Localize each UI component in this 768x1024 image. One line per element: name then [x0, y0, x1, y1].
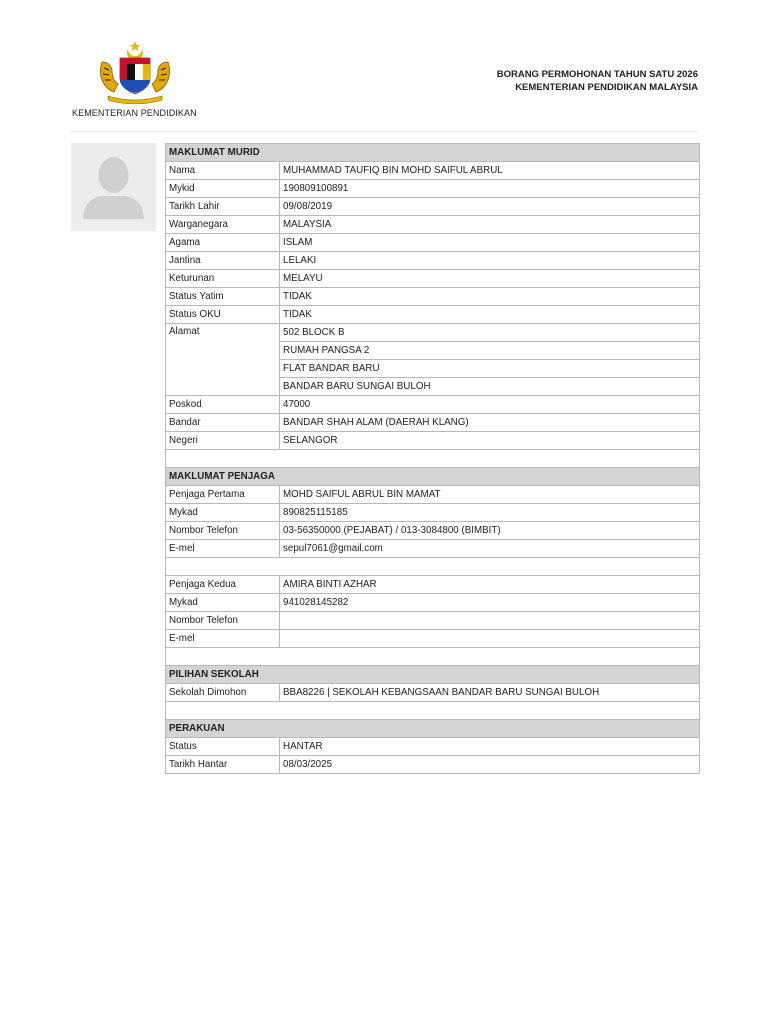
field-label: Nombor Telefon [166, 522, 280, 540]
section-title: MAKLUMAT MURID [166, 144, 700, 162]
spacer-cell [166, 702, 700, 720]
section-title: MAKLUMAT PENJAGA [166, 468, 700, 486]
table-row [166, 756, 700, 774]
table-row [166, 504, 700, 522]
address-line: BANDAR BARU SUNGAI BULOH [280, 378, 700, 396]
title-line-2: KEMENTERIAN PENDIDIKAN MALAYSIA [515, 82, 698, 93]
table-row [166, 288, 700, 306]
header-divider [70, 131, 698, 132]
spacer-cell [166, 648, 700, 666]
field-value: MUHAMMAD TAUFIQ BIN MOHD SAIFUL ABRUL [280, 162, 700, 180]
table-row [166, 270, 700, 288]
field-label: Penjaga Kedua [166, 576, 280, 594]
field-label: Keturunan [166, 270, 280, 288]
coat-of-arms-icon [96, 40, 174, 104]
field-value: ISLAM [280, 234, 700, 252]
field-value: sepul7061@gmail.com [280, 540, 700, 558]
section-header-perakuan [166, 720, 700, 738]
field-value: SELANGOR [280, 432, 700, 450]
field-value: AMIRA BINTI AZHAR [280, 576, 700, 594]
field-label: Mykad [166, 504, 280, 522]
section-title: PILIHAN SEKOLAH [166, 666, 700, 684]
table-row [166, 162, 700, 180]
title-line-1: BORANG PERMOHONAN TAHUN SATU 2026 [496, 69, 698, 80]
field-label: Jantina [166, 252, 280, 270]
table-row [166, 630, 700, 648]
field-label: Mykid [166, 180, 280, 198]
field-label: Nama [166, 162, 280, 180]
field-label: Nombor Telefon [166, 612, 280, 630]
table-row [166, 306, 700, 324]
section-header-murid [166, 144, 700, 162]
field-value: 03-56350000 (PEJABAT) / 013-3084800 (BIMBIT) [280, 522, 700, 540]
field-value: MELAYU [280, 270, 700, 288]
table-row [166, 612, 700, 630]
spacer-row [166, 558, 700, 576]
field-value: 890825115185 [280, 504, 700, 522]
field-value: LELAKI [280, 252, 700, 270]
table-row [166, 576, 700, 594]
field-label: Poskod [166, 396, 280, 414]
field-label: Warganegara [166, 216, 280, 234]
spacer-row [166, 450, 700, 468]
table-row [166, 684, 700, 702]
table-row [166, 738, 700, 756]
student-photo [71, 143, 156, 231]
field-value: BANDAR SHAH ALAM (DAERAH KLANG) [280, 414, 700, 432]
spacer-row [166, 702, 700, 720]
section-header-penjaga [166, 468, 700, 486]
table-row [166, 324, 700, 342]
table-row [166, 594, 700, 612]
table-row [166, 540, 700, 558]
table-row [166, 396, 700, 414]
table-row [166, 432, 700, 450]
field-value: 08/03/2025 [280, 756, 700, 774]
table-row [166, 414, 700, 432]
table-row [166, 198, 700, 216]
field-label: Negeri [166, 432, 280, 450]
logo-text: KEMENTERIAN PENDIDIKAN [72, 108, 197, 118]
address-line: FLAT BANDAR BARU [280, 360, 700, 378]
field-label: E-mel [166, 540, 280, 558]
table-row [166, 234, 700, 252]
field-label: Penjaga Pertama [166, 486, 280, 504]
field-value: TIDAK [280, 288, 700, 306]
table-row [166, 180, 700, 198]
document-title [497, 68, 698, 94]
spacer-cell [166, 450, 700, 468]
field-value [280, 630, 700, 648]
table-row [166, 522, 700, 540]
field-label: Status OKU [166, 306, 280, 324]
table-row [166, 216, 700, 234]
spacer-row [166, 648, 700, 666]
field-label: Tarikh Lahir [166, 198, 280, 216]
user-avatar-icon [71, 143, 156, 231]
address-line: RUMAH PANGSA 2 [280, 342, 700, 360]
address-line: 502 BLOCK B [280, 324, 700, 342]
field-label: E-mel [166, 630, 280, 648]
field-value: 09/08/2019 [280, 198, 700, 216]
field-label: Mykad [166, 594, 280, 612]
field-value: 190809100891 [280, 180, 700, 198]
application-form-table [165, 143, 700, 774]
section-title: PERAKUAN [166, 720, 700, 738]
field-value: BBA8226 | SEKOLAH KEBANGSAAN BANDAR BARU SUNGAI BULOH [280, 684, 700, 702]
field-label: Sekolah Dimohon [166, 684, 280, 702]
field-value: 47000 [280, 396, 700, 414]
field-label: Tarikh Hantar [166, 756, 280, 774]
field-value: TIDAK [280, 306, 700, 324]
section-header-sekolah [166, 666, 700, 684]
spacer-cell [166, 558, 700, 576]
field-label: Status [166, 738, 280, 756]
field-label: Agama [166, 234, 280, 252]
field-value: MALAYSIA [280, 216, 700, 234]
field-label: Alamat [166, 324, 280, 396]
field-value [280, 612, 700, 630]
table-row [166, 486, 700, 504]
field-label: Bandar [166, 414, 280, 432]
field-label: Status Yatim [166, 288, 280, 306]
field-value: 941028145282 [280, 594, 700, 612]
field-value: HANTAR [280, 738, 700, 756]
field-value: MOHD SAIFUL ABRUL BIN MAMAT [280, 486, 700, 504]
table-row [166, 252, 700, 270]
